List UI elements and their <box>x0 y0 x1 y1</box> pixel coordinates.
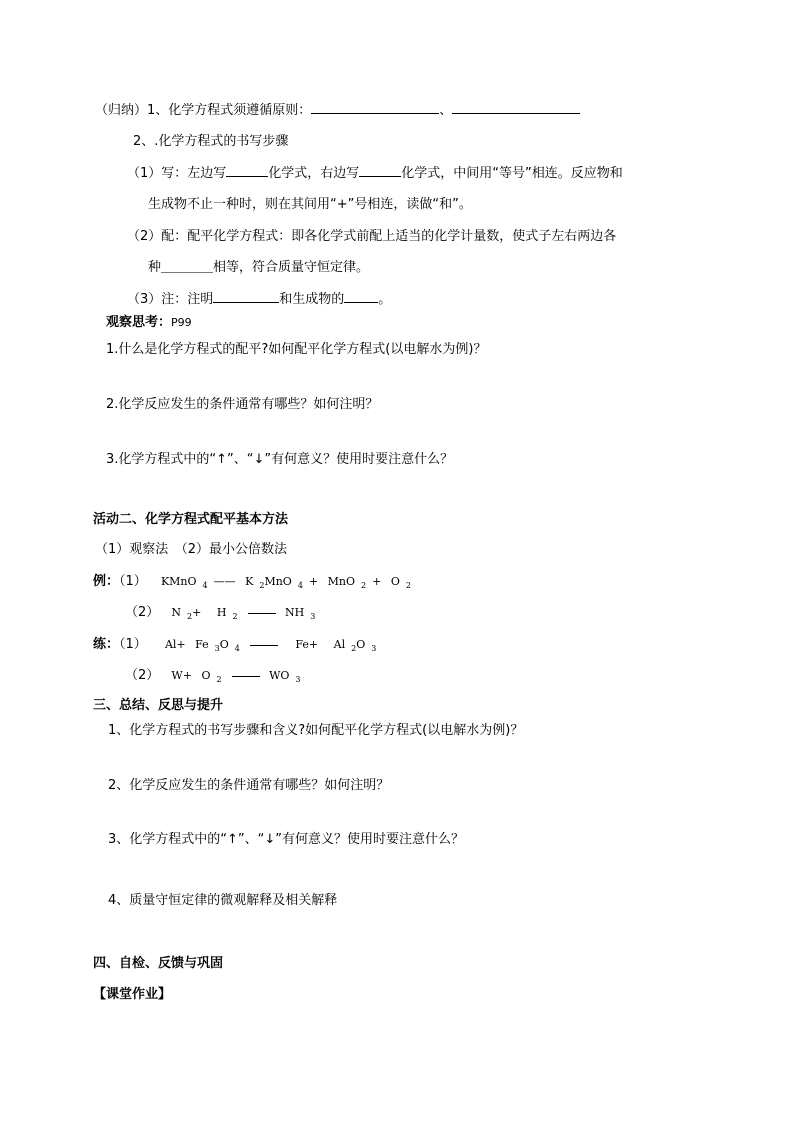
note-step-end: 。 <box>378 292 392 307</box>
observe-page-ref: P99 <box>171 316 192 329</box>
subscript: 4 <box>297 581 303 591</box>
formula-text: K <box>245 575 254 588</box>
formula-mno2 <box>327 575 367 591</box>
observe-heading <box>106 314 192 332</box>
formula-text: WO <box>269 669 290 682</box>
blank-right-formula[interactable] <box>359 164 401 177</box>
observe-question-1: 1.什么是化学方程式的配平?如何配平化学方程式(以电解水为例)？ <box>106 342 487 357</box>
activity2-title: 活动二、化学方程式配平基本方法 <box>93 512 289 527</box>
example-2-number: （2） <box>125 605 160 620</box>
practice-label: 练： <box>93 637 120 652</box>
practice-2-number: （2） <box>125 668 160 683</box>
formula-text: O <box>219 638 229 651</box>
homework-heading: 【课堂作业】 <box>93 987 172 1002</box>
subscript: 2 <box>361 581 367 591</box>
formula-text: Al <box>333 638 346 651</box>
subscript: 3 <box>371 644 377 654</box>
formula-al: Al+ <box>164 638 186 651</box>
summary-line-1 <box>95 101 580 120</box>
formula-text: H <box>216 606 227 619</box>
example-label: 例： <box>93 574 120 589</box>
plus-sign: + <box>372 575 382 588</box>
subscript: 3 <box>295 675 301 685</box>
subscript: 4 <box>234 644 240 654</box>
subscript: 3 <box>310 612 316 622</box>
observe-question-3: 3.化学方程式中的“↑”、“↓”有何意义？使用时要注意什么？ <box>106 452 454 467</box>
reaction-line <box>250 645 278 646</box>
formula-kmno4 <box>160 575 208 591</box>
example-2-equation <box>171 606 321 622</box>
formula-h2 <box>216 606 238 622</box>
section3-title: 三、总结、反思与提升 <box>93 698 224 713</box>
note-step-label: （3）注：注明 <box>127 292 214 307</box>
formula-k2mno4 <box>245 575 303 591</box>
write-step-mid: 化学式，右边写 <box>268 166 360 181</box>
subscript: 2 <box>232 612 238 622</box>
plus-sign: + <box>308 575 319 588</box>
formula-wo3 <box>269 669 301 685</box>
reaction-line <box>232 676 260 677</box>
formula-text: O <box>201 669 211 682</box>
separator: 、 <box>439 103 453 118</box>
formula-n2 <box>171 606 207 622</box>
write-step-end: 化学式，中间用“等号”相连。反应物和 <box>401 166 623 181</box>
blank-left-formula[interactable] <box>226 164 268 177</box>
section3-question-4: 4、质量守恒定律的微观解释及相关解释 <box>108 893 338 908</box>
subscript: 3 <box>214 644 220 654</box>
blank-product-state[interactable] <box>344 290 378 303</box>
summary-line-3 <box>127 164 623 183</box>
subscript: 2 <box>216 675 222 685</box>
formula-text: NH <box>285 606 305 619</box>
section4-title: 四、自检、反馈与巩固 <box>93 956 224 971</box>
example-1-row <box>93 573 417 595</box>
formula-text: KMnO <box>160 575 197 588</box>
subscript: 2 <box>259 581 265 591</box>
subscript: 2 <box>187 612 193 622</box>
activity2-methods: （1）观察法 （2）最小公倍数法 <box>95 542 288 557</box>
formula-text: O <box>356 638 366 651</box>
balance-step-prefix: 种 <box>148 260 162 275</box>
section3-question-1: 1、化学方程式的书写步骤和含义?如何配平化学方程式(以电解水为例)？ <box>108 723 524 738</box>
subscript: 2 <box>351 644 357 654</box>
blank-atom-count[interactable]: ＿＿＿＿ <box>161 260 214 275</box>
example-1-number: （1） <box>119 574 147 589</box>
plus-sign: + <box>192 606 202 619</box>
subscript: 2 <box>405 581 411 591</box>
summary-line-6 <box>148 259 369 277</box>
formula-text: O <box>390 575 400 588</box>
section3-question-3: 3、化学方程式中的“↑”、“↓”有何意义？使用时要注意什么？ <box>108 832 464 847</box>
summary-line-5: （2）配：配平化学方程式：即各化学式前配上适当的化学计量数，使式子左右两边各 <box>127 229 617 244</box>
summary-line-7 <box>127 290 391 309</box>
observe-question-2: 2.化学反应发生的条件通常有哪些？如何注明？ <box>106 397 379 412</box>
formula-text: MnO <box>327 575 355 588</box>
formula-text: MnO <box>264 575 292 588</box>
summary-principle-text: （归纳）1、化学方程式须遵循原则： <box>95 103 312 118</box>
practice-1-equation <box>164 638 382 654</box>
practice-2-row <box>125 667 307 689</box>
formula-fe: Fe+ <box>295 638 319 651</box>
balance-step-suffix: 相等，符合质量守恒定律。 <box>213 260 370 275</box>
formula-text: N <box>171 606 182 619</box>
formula-al2o3 <box>333 638 377 654</box>
blank-reaction-condition[interactable] <box>213 290 279 303</box>
subscript: 4 <box>202 581 208 591</box>
practice-1-row <box>93 636 382 658</box>
practice-1-number: （1） <box>119 637 147 652</box>
blank-principle-2[interactable] <box>452 101 580 114</box>
formula-nh3 <box>285 606 316 622</box>
formula-text: Fe <box>195 638 209 651</box>
formula-w: W+ <box>171 669 192 682</box>
example-2-row <box>125 604 321 626</box>
summary-line-2: 2、.化学方程式的书写步骤 <box>133 134 289 149</box>
write-step-label: （1）写：左边写 <box>127 166 227 181</box>
observe-title: 观察思考： <box>106 315 172 330</box>
formula-fe3o4 <box>195 638 240 654</box>
blank-principle-1[interactable] <box>311 101 439 114</box>
reaction-dash: —— <box>213 575 236 588</box>
reaction-line <box>248 613 276 614</box>
example-1-equation <box>160 575 417 591</box>
formula-o2 <box>390 575 411 591</box>
practice-2-equation <box>171 669 306 685</box>
formula-o2 <box>201 669 222 685</box>
summary-line-4: 生成物不止一种时，则在其间用“+”号相连，读做“和”。 <box>148 197 472 212</box>
note-step-mid: 和生成物的 <box>279 292 345 307</box>
section3-question-2: 2、化学反应发生的条件通常有哪些？如何注明？ <box>108 778 390 793</box>
